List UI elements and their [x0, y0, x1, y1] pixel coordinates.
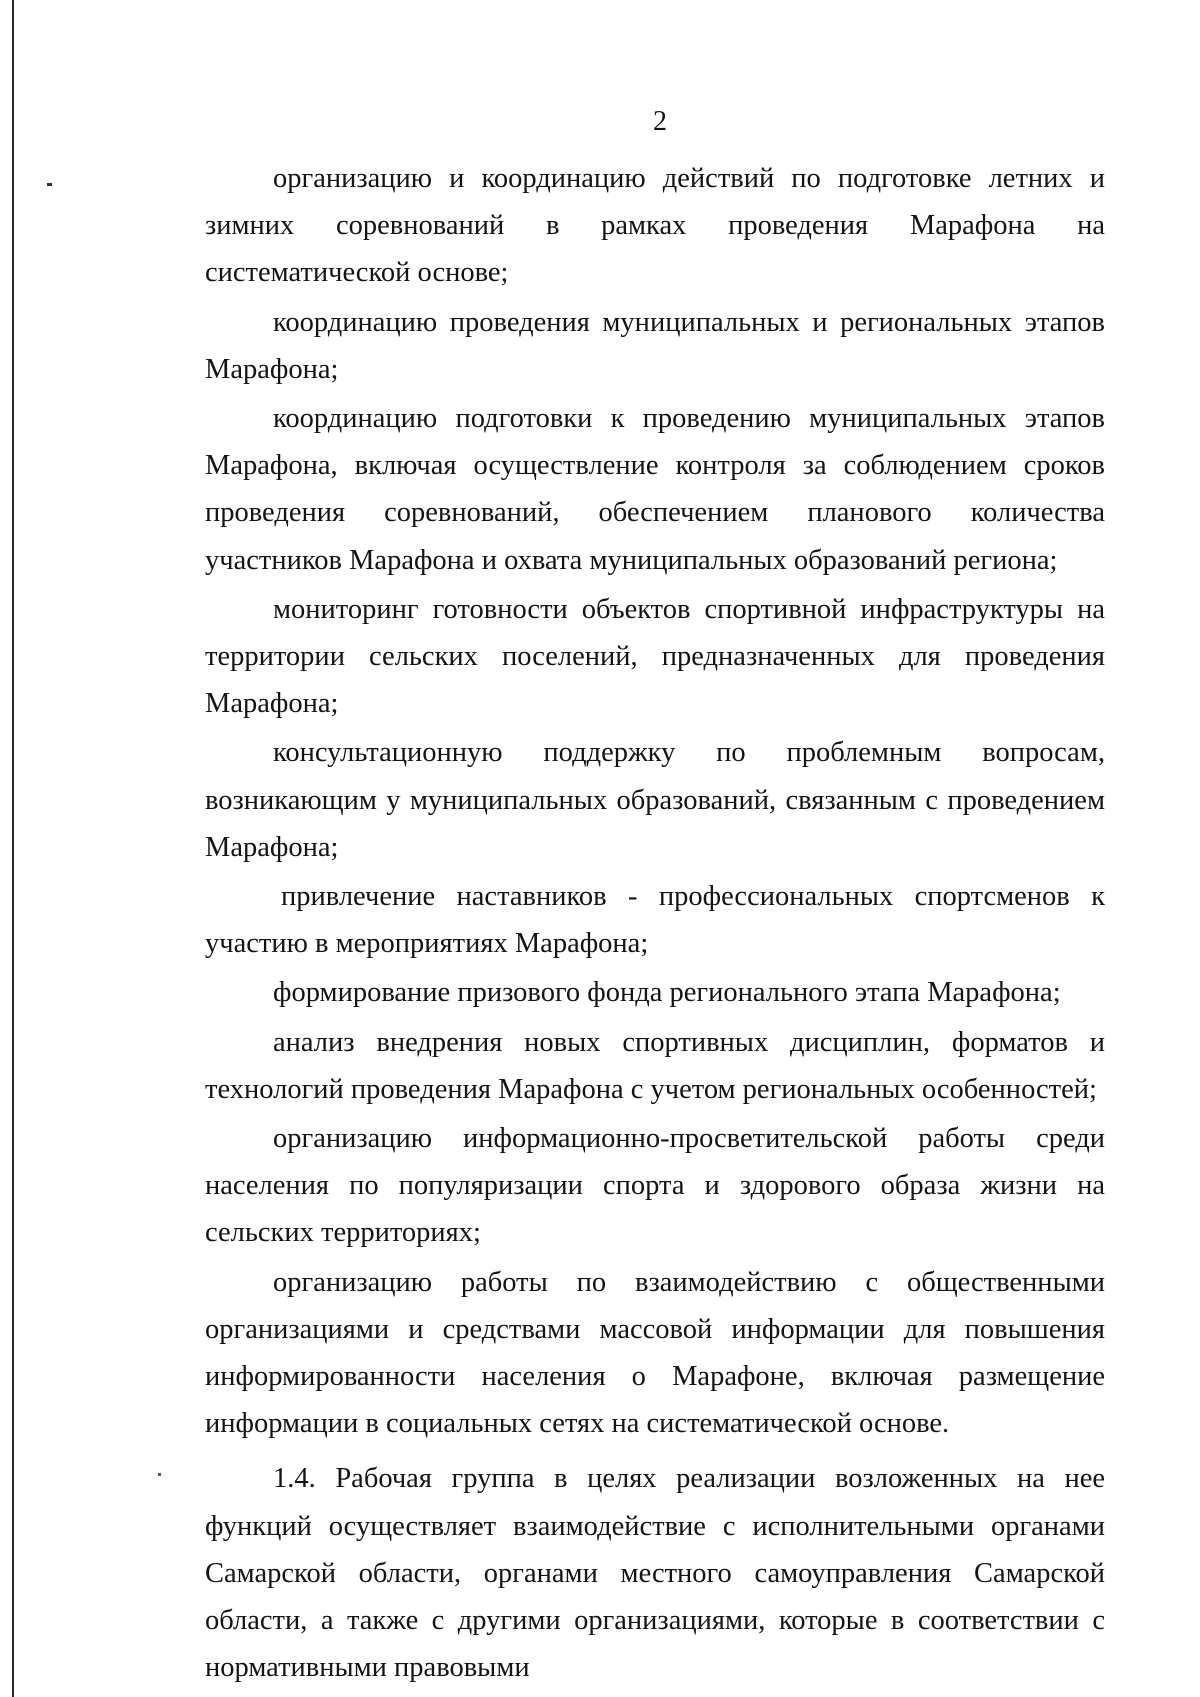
document-body — [205, 155, 1105, 1694]
paragraph-stage-coordination: координацию проведения муниципальных и региональных этапов Марафона; — [205, 306, 1105, 385]
page-number: 2 — [653, 106, 667, 137]
scan-mark — [47, 183, 52, 186]
paragraph-organization-coordination: организацию и координацию действий по подготовке летних и зимних соревнований в рамках проведения Марафона на систематической основе; — [205, 163, 1105, 289]
scan-mark — [158, 1473, 161, 1476]
paragraph-media-interaction: организацию работы по взаимодействию с общественными организациями и средствами массовой информации для повышения информированности населения о Марафоне, включая размещение информации в социальных сетях на систематической основе. — [205, 1266, 1105, 1440]
paragraph-infrastructure-monitoring: мониторинг готовности объектов спортивной инфраструктуры на территории сельских поселений, предназначенных для проведения Марафона; — [205, 593, 1105, 720]
paragraph-information-work: организацию информационно-просветительской работы среди населения по популяризации спорта и здорового образа жизни на сельских территориях; — [205, 1123, 1105, 1249]
paragraph-disciplines-analysis: анализ внедрения новых спортивных дисциплин, форматов и технологий проведения Марафона с учетом региональных особенностей; — [205, 1026, 1105, 1105]
paragraph-mentors: привлечение наставников - профессиональных спортсменов к участию в мероприятиях Марафона; — [205, 881, 1105, 960]
paragraph-prize-fund: формирование призового фонда регионального этапа Марафона; — [273, 977, 1061, 1009]
paragraph-section-1-4: 1.4. Рабочая группа в целях реализации возложенных на нее функций осуществляет взаимодействие с исполнительными органами Самарской области, органами местного самоуправления Самарской области, а также с другими организациями, которые в соответствии с нормативными правовыми — [205, 1463, 1105, 1684]
paragraph-preparation-coordination: координацию подготовки к проведению муниципальных этапов Марафона, включая осуществление контроля за соблюдением сроков проведения соревнований, обеспечением планового количества участников Марафона и охвата муниципальных образований региона; — [205, 403, 1105, 576]
paragraph-consulting-support: консультационную поддержку по проблемным вопросам, возникающим у муниципальных образований, связанным с проведением Марафона; — [205, 737, 1105, 863]
scan-left-edge — [12, 0, 14, 1697]
